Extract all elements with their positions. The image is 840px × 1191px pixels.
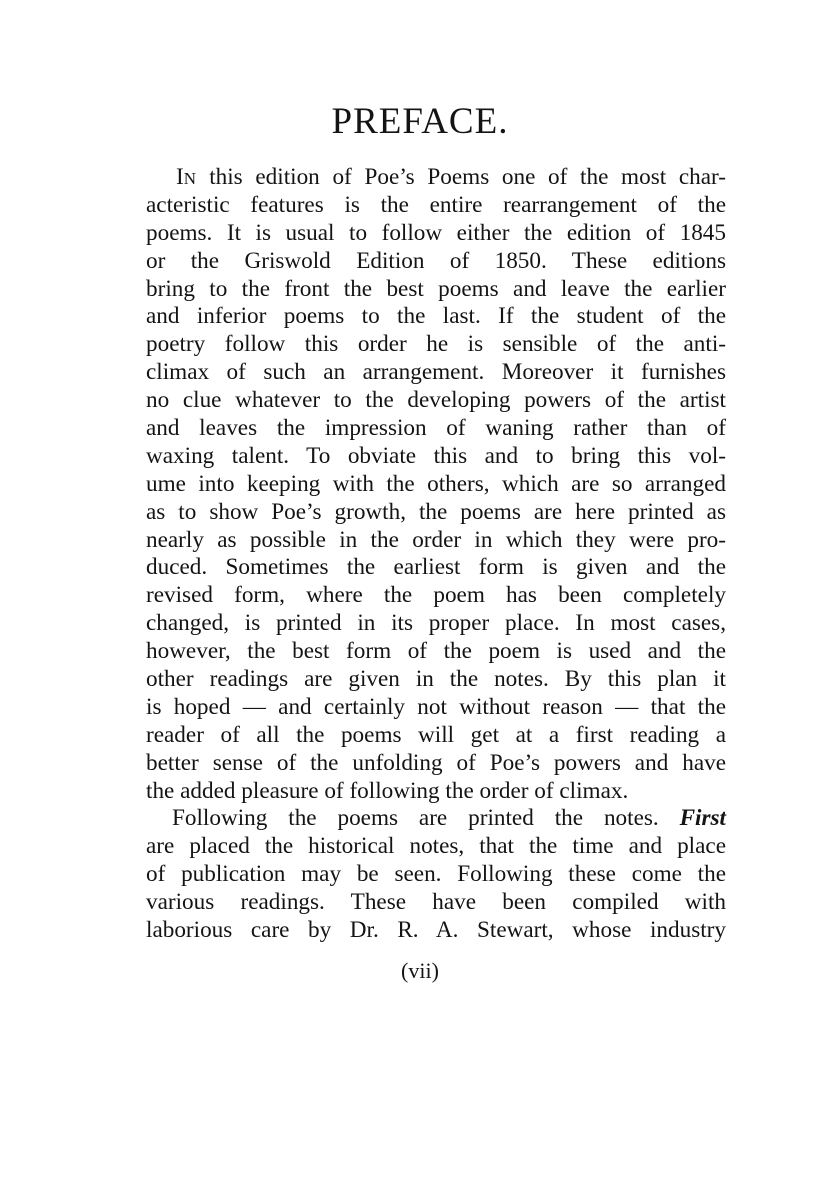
text-line: the added pleasure of following the order of climax. [146, 777, 629, 804]
text-line: and leaves the impression of waning rather than of [146, 415, 726, 442]
page-title: PREFACE. [331, 101, 509, 142]
text-line: no clue whatever to the developing powers of the artist [146, 387, 726, 414]
text-line: reader of all the poems will get at a first reading a [146, 721, 726, 748]
text-line: better sense of the unfolding of Poe’s powers and have [146, 749, 726, 776]
text-line: however, the best form of the poem is used and the [146, 638, 726, 665]
text-line: waxing talent. To obviate this and to bring this vol- [146, 442, 726, 469]
text-line: changed, is printed in its proper place. In most cases, [146, 610, 726, 637]
text-line: bring to the front the best poems and leave the earlier [146, 275, 726, 302]
text-line: duced. Sometimes the earliest form is given and the [146, 554, 726, 581]
drop-cap-small: N [183, 169, 197, 188]
text-line: laborious care by Dr. R. A. Stewart, whose industry [146, 917, 726, 944]
text-line: are placed the historical notes, that the time and place [146, 833, 726, 860]
text-line: as to show Poe’s growth, the poems are here printed as [146, 498, 726, 525]
preface-body [146, 164, 726, 945]
text-line: other readings are given in the notes. By this plan it [146, 666, 726, 693]
text-line: and inferior poems to the last. If the student of the [146, 303, 726, 330]
text-line: revised form, where the poem has been completely [146, 582, 726, 609]
text-line: nearly as possible in the order in which they were pro- [146, 526, 726, 553]
text-line: various readings. These have been compiled with [146, 889, 726, 916]
text-line: ume into keeping with the others, which are so arranged [146, 470, 726, 497]
text-line: is hoped — and certainly not without reason — that the [146, 693, 726, 720]
text-line: of publication may be seen. Following these come the [146, 861, 726, 888]
italic-word: First [679, 805, 726, 832]
text-line [146, 805, 726, 833]
text-line: acteristic features is the entire rearrangement of the [146, 191, 726, 218]
text-line: poems. It is usual to follow either the edition of 1845 [146, 219, 726, 246]
text-line: poetry follow this order he is sensible of the anti- [146, 331, 726, 358]
text-line [146, 164, 726, 192]
page-number: (vii) [401, 958, 439, 983]
text-line: climax of such an arrangement. Moreover it furnishes [146, 359, 726, 386]
line-text: this edition of Poe’s Poems one of the most char- [196, 164, 726, 190]
drop-cap: I [176, 164, 184, 190]
line-text: Following the poems are printed the notes. [172, 805, 659, 832]
text-line: or the Griswold Edition of 1850. These editions [146, 247, 726, 274]
